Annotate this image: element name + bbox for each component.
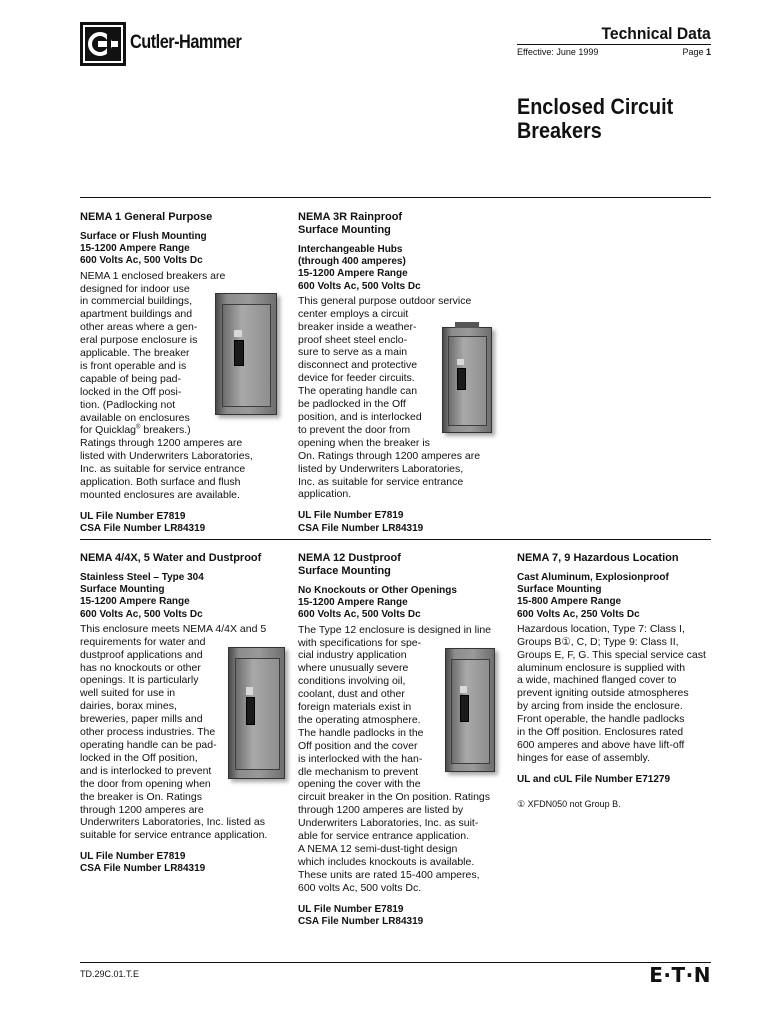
nema7-specs: Cast Aluminum, Explosionproof Surface Mounting 15-800 Ampere Range 600 Volts Ac, 250 Volts Dc — [517, 572, 669, 620]
registered-mark: ® — [136, 424, 141, 431]
nema12-heading: NEMA 12 Dustproof Surface Mounting — [298, 552, 401, 577]
page-label: Page — [682, 47, 704, 57]
nema4-heading: NEMA 4/4X, 5 Water and Dustproof — [80, 552, 262, 564]
nema3r-heading: NEMA 3R Rainproof Surface Mounting — [298, 211, 403, 236]
document-title-line2: Breakers — [517, 118, 602, 143]
nema4-specs: Stainless Steel – Type 304 Surface Mounting 15-1200 Ampere Range 600 Volts Ac, 500 Volts Dc — [80, 572, 204, 620]
nema7-footnote: ① XFDN050 not Group B. — [517, 798, 621, 809]
nema7-body — [517, 623, 713, 765]
nema7-section — [517, 552, 713, 811]
nema1-specs: Surface or Flush Mounting 15-1200 Ampere Range 600 Volts Ac, 500 Volts Dc — [80, 231, 207, 267]
section-divider-middle — [80, 539, 711, 540]
nema12-enclosure-image — [445, 648, 495, 772]
nema7-body-text-a: Hazardous location, Type 7: Class I, Groups B — [517, 622, 685, 648]
nema4-body: This enclosure meets NEMA 4/4X and 5 requirements for water and dustproof applications and has no knockouts or other openings. It is particularly well suited for use in dairies, borax mines, breweries, paper mills and other process industries. The operating handle can be pad- locked in the Off position, and is interlocked to prevent the door from opening when the breaker is On. Ratings through 1200 amperes are Underwriters Laboratories, Inc. listed as suitable for service entrance application. — [80, 622, 268, 842]
nema7-file-numbers: UL and cUL File Number E71279 — [517, 773, 671, 785]
footer-divider — [80, 962, 711, 963]
nema3r-specs: Interchangeable Hubs (through 400 amperes) 15-1200 Ampere Range 600 Volts Ac, 500 Volts Dc — [298, 244, 421, 292]
nema12-specs: No Knockouts or Other Openings 15-1200 Ampere Range 600 Volts Ac, 500 Volts Dc — [298, 585, 457, 621]
section-divider-top — [80, 197, 711, 198]
page-number: 1 — [705, 47, 711, 57]
document-title — [517, 95, 697, 143]
nema1-enclosure-image — [215, 293, 277, 415]
nema4-enclosure-image — [228, 647, 285, 779]
nema4-file-numbers: UL File Number E7819 CSA File Number LR84319 — [80, 851, 206, 875]
nema3r-enclosure-image — [442, 327, 492, 433]
footnote-mark: ① — [561, 635, 571, 648]
nema7-heading: NEMA 7, 9 Hazardous Location — [517, 552, 679, 564]
nema12-file-numbers: UL File Number E7819 CSA File Number LR84319 — [298, 903, 424, 927]
effective-date: Effective: June 1999 — [517, 47, 599, 57]
document-title-line1: Enclosed Circuit — [517, 94, 674, 119]
nema1-file-numbers: UL File Number E7819 CSA File Number LR84319 — [80, 510, 206, 535]
nema7-body-text-b: , C, D; Type 9: Class II, Groups E, F, G. This special service cast aluminum enclosure is supplied with a wide, machined flanged cover to prevent igniting outside atmospheres by arcing from inside the enclosure. Front operable, the handle padlocks in the Off position. Enclosures rated 600 amperes and above have lift-off hinges for ease of assembly. — [517, 635, 706, 764]
eaton-logo: E·T·N — [649, 963, 711, 987]
logo-wordmark: Cutler-Hammer — [130, 32, 242, 53]
page-indicator — [682, 47, 711, 57]
nema3r-body: This general purpose outdoor service center employs a circuit breaker inside a weather- proof sheet steel enclo- sure to serve as a main disconnect and protective device for feeder circuits. The operating handle can be padlocked in the Off position, and is interlocked to prevent the door from opening when the breaker is On. Ratings through 1200 amperes are listed by Underwriters Laboratories, Inc. as suitable for service entrance application. — [298, 294, 481, 501]
cutler-hammer-logo-icon — [80, 22, 126, 66]
document-code: TD.29C.01.T.E — [80, 969, 140, 979]
nema1-body-text-b: breakers.) Ratings through 1200 amperes are listed with Underwriters Laboratories, Inc. as suitable for service entrance application. Both surface and flush mounted enclosures are available. — [80, 424, 253, 502]
header-divider — [517, 44, 711, 45]
nema3r-file-numbers: UL File Number E7819 CSA File Number LR84319 — [298, 510, 424, 534]
nema12-body: The Type 12 enclosure is designed in line with specifications for spe- cial industry application where unusually severe conditions involving oil, coolant, dust and other foreign materials exist in the operating atmosphere. The handle padlocks in the Off position and the cover is interlocked with the han- dle mechanism to prevent opening the cover with the circuit breaker in the On position. Ratings through 1200 amperes are listed by Underwriters Laboratories, Inc. as suit- able for service entrance application. A NEMA 12 semi-dust-tight design which includes knockouts is available. These units are rated 15-400 amperes, 600 volts Ac, 500 volts Dc. — [298, 623, 492, 894]
section-title: Technical Data — [601, 24, 711, 43]
nema1-heading: NEMA 1 General Purpose — [80, 211, 213, 223]
nema1-body-text-a: NEMA 1 enclosed breakers are designed for indoor use in commercial buildings, apartment buildings and other areas where a gen- eral purpose enclosure is applicable. The breaker is front operable and is capable of being pad- locked in the Off posi- tion. (Padlocking not available on enclosures for Quicklag — [80, 269, 226, 437]
